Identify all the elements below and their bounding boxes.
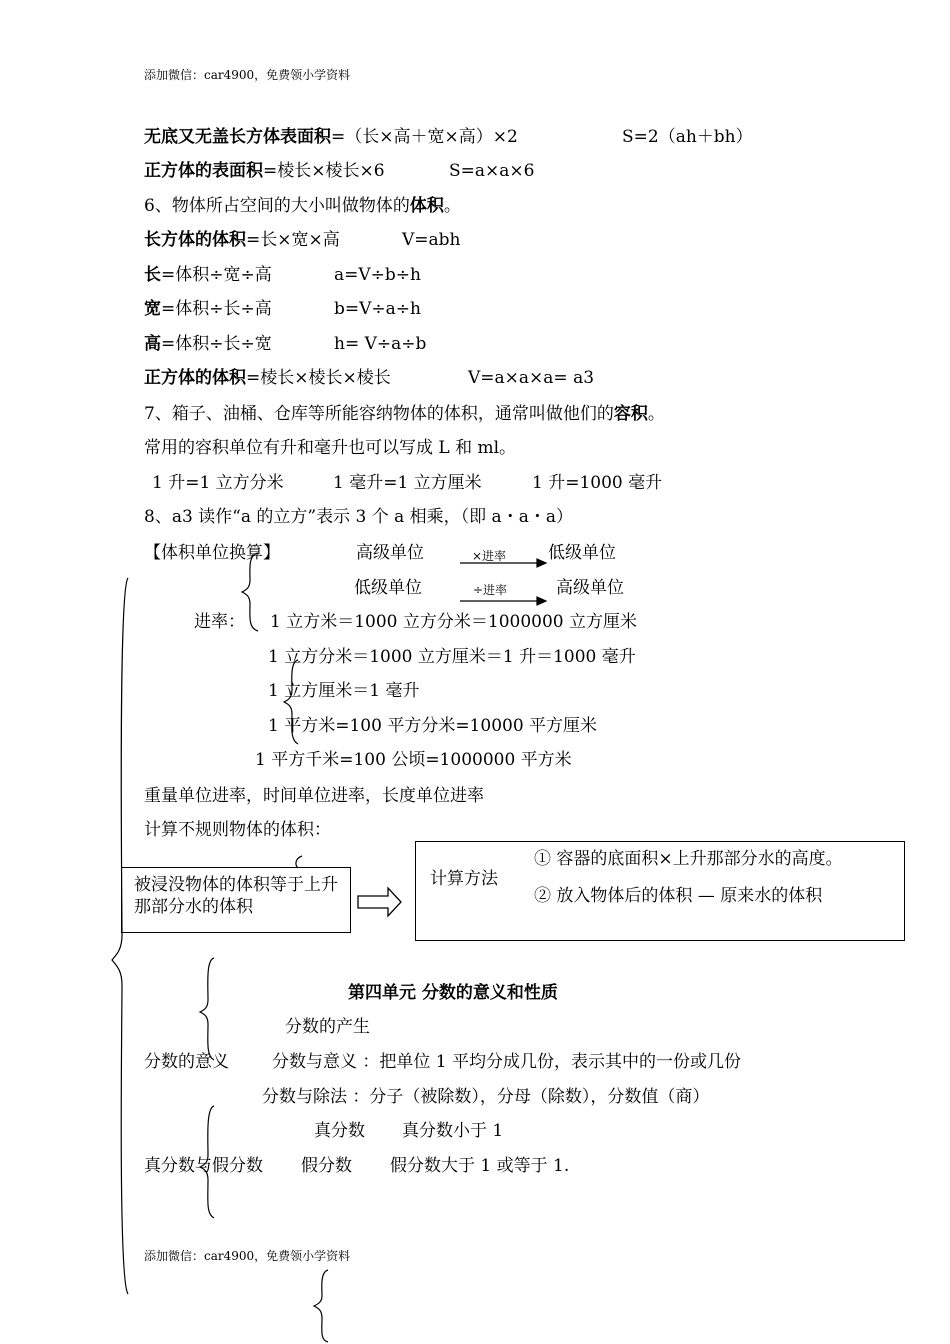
header-note: 添加微信：car4900，免费领小学资料	[144, 68, 351, 82]
calc-method-2: ② 放入物体后的体积 — 原来水的体积	[534, 886, 823, 906]
fraction-origin: 分数的产生	[285, 1017, 370, 1037]
rate-line-3: 1 立方厘米＝1 毫升	[268, 681, 420, 701]
fraction-division: 分数与除法 ：分子（被除数），分母（除数），分数值（商）	[262, 1087, 710, 1107]
definition: =体积÷宽÷高	[161, 265, 272, 285]
term: 容积	[613, 404, 648, 424]
rate-line-1: 1 立方米＝1000 立方分米＝1000000 立方厘米	[270, 612, 638, 632]
rate-line-4: 1 平方米=100 平方分米=10000 平方厘米	[268, 716, 598, 736]
high-unit-1: 高级单位	[356, 543, 424, 563]
proper-fraction-def: 真分数小于 1	[402, 1121, 504, 1141]
term: 高	[144, 334, 161, 354]
formula-cube-area: S=a×a×6	[449, 161, 535, 181]
conversion-brace	[242, 553, 258, 631]
bottom-brace	[314, 1270, 328, 1342]
text: 6、物体所占空间的大小叫做物体的	[144, 196, 410, 216]
improper-fraction-def: 假分数大于 1 或等于 1.	[390, 1156, 570, 1176]
proper-fraction: 真分数	[314, 1121, 365, 1141]
rate-line-5: 1 平方千米=100 公顷=1000000 平方米	[255, 750, 572, 770]
arrow-multiply-head	[537, 559, 546, 567]
rate-line-2: 1 立方分米＝1000 立方厘米＝1 升＝1000 毫升	[268, 647, 636, 667]
capacity-eq-1: 1 升=1 立方分米	[152, 473, 284, 493]
term: 宽	[144, 299, 161, 319]
irregular-volume-title: 计算不规则物体的体积：	[144, 820, 331, 840]
fraction-meaning: 分数与意义 ：把单位 1 平均分成几份，表示其中的一份或几份	[272, 1052, 742, 1072]
definition: =长×宽×高	[246, 230, 340, 250]
high-unit-2: 高级单位	[556, 578, 624, 598]
capacity-eq-3: 1 升=1000 毫升	[532, 473, 663, 493]
formula-length: a=V÷b÷h	[334, 265, 421, 285]
definition: =体积÷长÷高	[161, 299, 272, 319]
term: 长方体的体积	[144, 230, 246, 250]
low-unit-1: 低级单位	[548, 543, 616, 563]
definition: =棱长×棱长×6	[263, 161, 385, 181]
arrow-divide-head	[537, 597, 546, 605]
low-unit-2: 低级单位	[354, 578, 422, 598]
footer-note: 添加微信：car4900，免费领小学资料	[144, 1249, 351, 1263]
arrow-label-divide: ÷进率	[473, 583, 508, 597]
text: 。	[647, 404, 665, 424]
arrow-label-multiply: ×进率	[472, 549, 507, 563]
line-capacity-units: 常用的容积单位有升和毫升也可以写成 L 和 ml。	[144, 438, 517, 458]
capacity-eq-2: 1 毫升=1 立方厘米	[333, 473, 482, 493]
text: 。	[443, 196, 461, 216]
fraction-meaning-brace	[200, 958, 214, 1060]
proper-improper-brace	[200, 1106, 214, 1218]
term: 体积	[409, 196, 444, 216]
term: 无底又无盖长方体表面积	[144, 127, 331, 147]
line-cube-reading: 8、a3 读作“a 的立方”表示 3 个 a 相乘，（即 a・a・a）	[144, 507, 573, 527]
text: 7、箱子、油桶、仓库等所能容纳物体的体积，通常叫做他们的	[144, 404, 614, 424]
formula-height: h= V÷a÷b	[334, 334, 427, 354]
calc-method-label: 计算方法	[430, 869, 498, 889]
submerged-volume-text: 被浸没物体的体积等于上升那部分水的体积	[134, 875, 338, 917]
unit4-title: 第四单元 分数的意义和性质	[348, 983, 558, 1003]
improper-fraction: 假分数	[301, 1156, 352, 1176]
term: 长	[144, 265, 161, 285]
small-brace	[296, 856, 302, 868]
calc-method-1: ① 容器的底面积×上升那部分水的高度。	[534, 849, 843, 869]
formula-width: b=V÷a÷h	[334, 299, 421, 319]
definition: =（长×高＋宽×高）×2	[331, 127, 518, 147]
proper-improper-label: 真分数与假分数	[144, 1156, 263, 1176]
term: 正方体的体积	[144, 368, 246, 388]
conversion-title: 【体积单位换算】	[144, 543, 280, 563]
fraction-meaning-label: 分数的意义	[144, 1052, 229, 1072]
term: 正方体的表面积	[144, 161, 263, 181]
rate-brace	[284, 660, 298, 744]
definition: =棱长×棱长×棱长	[246, 368, 391, 388]
rate-label: 进率：	[194, 612, 245, 632]
formula-open-box-area: S=2（ah＋bh）	[622, 127, 753, 147]
large-left-brace	[112, 578, 128, 1294]
other-rates: 重量单位进率，时间单位进率，长度单位进率	[144, 786, 484, 806]
definition: =体积÷长÷宽	[161, 334, 272, 354]
formula-cuboid-volume: V=abh	[402, 230, 461, 250]
formula-cube-volume: V=a×a×a= a3	[468, 368, 595, 388]
hollow-arrow	[358, 888, 401, 916]
